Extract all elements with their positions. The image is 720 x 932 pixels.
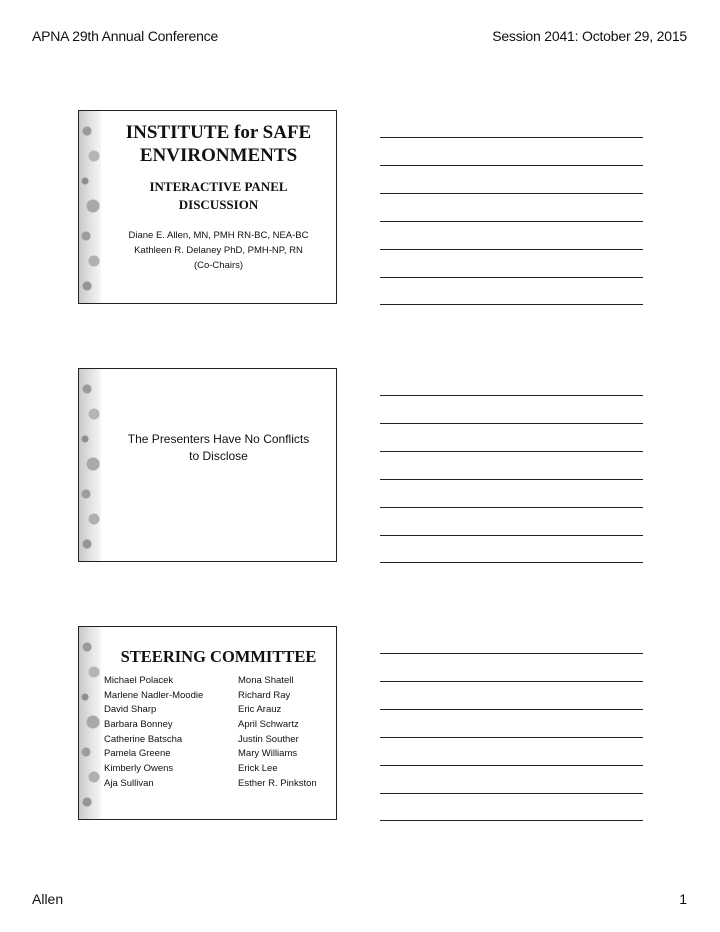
note-line [380,249,643,250]
committee-member: Michael Polacek [104,675,174,686]
committee-member: Esther R. Pinkston [238,777,317,789]
note-line [380,681,643,682]
note-line [380,507,643,508]
committee-row [104,718,334,733]
committee-member: April Schwartz [238,719,299,731]
committee-row [104,733,334,748]
slide-1-subtitle-line: DISCUSSION [178,197,259,212]
header-session-info: Session 2041: October 29, 2015 [492,28,687,44]
chair-name: Diane E. Allen, MN, PMH RN-BC, NEA-BC [128,230,309,241]
committee-member: Barbara Bonney [104,719,173,731]
note-line [380,535,643,536]
note-line [380,193,643,194]
chairs-note: (Co-Chairs) [193,260,244,271]
note-line [380,709,643,710]
committee-row [104,747,334,762]
note-line [380,221,643,222]
slide-1-title-line: INSTITUTE for SAFE [125,122,312,143]
slide-2-thumbnail [78,368,337,562]
note-line [380,304,643,305]
disclosure-line: to Disclose [189,449,248,463]
committee-row [104,689,334,704]
note-line [380,137,643,138]
note-line [380,737,643,738]
note-line [380,562,643,563]
committee-member: Mary Williams [238,748,298,760]
committee-member: Erick Lee [238,763,278,775]
committee-member: Kimberly Owens [104,763,174,775]
committee-member-list [104,674,334,792]
slide-1-title [101,121,336,167]
slide-1-thumbnail [78,110,337,304]
slide-decorative-strip [79,369,101,561]
committee-member: Aja Sullivan [104,777,154,789]
slide-1-chairs [101,228,336,273]
committee-member: Mona Shatell [238,675,294,686]
note-line [380,395,643,396]
note-line [380,479,643,480]
slide-2-disclosure [101,431,336,465]
slide-3-title: STEERING COMMITTEE [120,647,317,666]
note-line [380,165,643,166]
note-line [380,765,643,766]
slide-1-title-line: ENVIRONMENTS [139,145,298,166]
note-line [380,820,643,821]
committee-member: Richard Ray [238,689,291,701]
note-line [380,653,643,654]
slide-decorative-strip [79,111,101,303]
committee-member: Pamela Greene [104,748,171,760]
slide-3-thumbnail [78,626,337,820]
slide-1-subtitle [101,178,336,214]
footer-page-number: 1 [679,891,687,907]
committee-member: Marlene Nadler-Moodie [104,689,204,701]
committee-member: David Sharp [104,704,157,716]
note-line [380,277,643,278]
committee-member: Eric Arauz [238,704,282,716]
committee-member: Justin Souther [238,733,299,745]
committee-row [104,674,334,689]
disclosure-line: The Presenters Have No Conflicts [127,432,310,446]
note-line [380,793,643,794]
committee-row [104,777,334,792]
committee-row [104,703,334,718]
note-line [380,423,643,424]
note-line [380,451,643,452]
slide-decorative-strip [79,627,101,819]
slide-1-subtitle-line: INTERACTIVE PANEL [149,179,288,194]
committee-member: Catherine Batscha [104,733,183,745]
header-conference-title: APNA 29th Annual Conference [32,28,219,44]
footer-presenter: Allen [32,891,64,907]
chair-name: Kathleen R. Delaney PhD, PMH-NP, RN [134,245,303,256]
committee-row [104,762,334,777]
